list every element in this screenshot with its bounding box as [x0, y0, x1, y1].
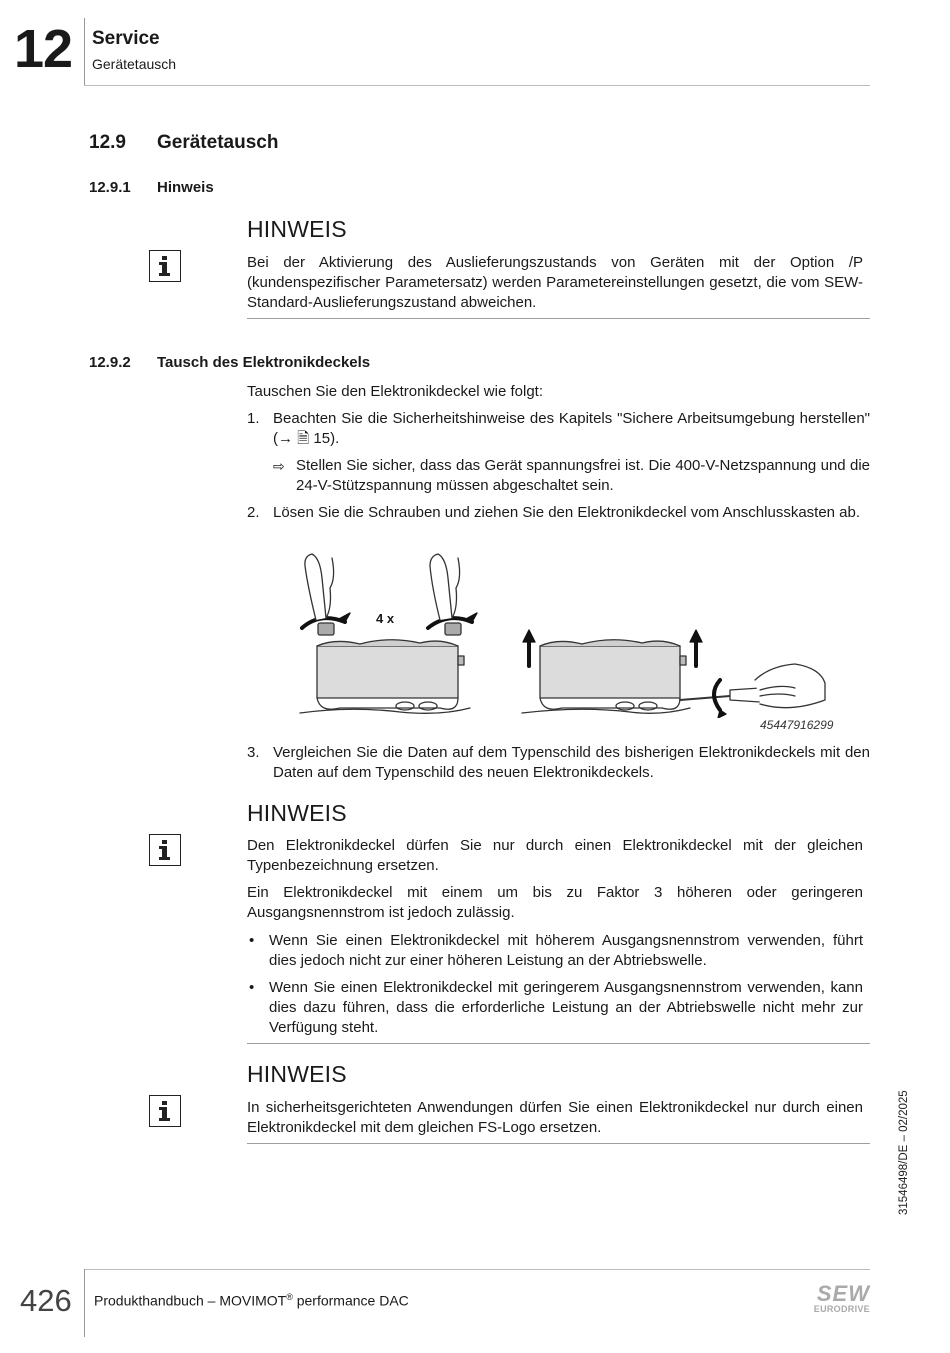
- section-number: 12.9: [89, 132, 126, 153]
- note-rule: [247, 318, 870, 319]
- info-icon: [149, 1095, 181, 1127]
- step-number: 3.: [247, 744, 260, 761]
- step-number: 1.: [247, 410, 260, 427]
- step-text: Vergleichen Sie die Daten auf dem Typenschild des bisherigen Elektronikdeckels mit den Daten auf dem Typenschild des neuen Elektronikdeckels.: [273, 744, 870, 781]
- info-icon: [149, 250, 181, 282]
- note-text: Den Elektronikdeckel dürfen Sie nur durch einen Elektronikdeckel mit der gleichen Typenbezeichnung ersetzen.: [247, 837, 863, 874]
- note-title: HINWEIS: [247, 1061, 347, 1087]
- info-icon: [149, 834, 181, 866]
- subsection-number: 12.9.2: [89, 354, 131, 371]
- header-rule: [84, 85, 870, 86]
- bullet-mark: •: [249, 932, 255, 949]
- footer-text: Produkthandbuch – MOVIMOT® performance DAC: [94, 1292, 409, 1309]
- note-title: HINWEIS: [247, 216, 347, 242]
- note-text: In sicherheitsgerichteten Anwendungen dürfen Sie einen Elektronikdeckel nur durch einen Elektronikdeckel mit dem gleichen FS-Logo ersetzen.: [247, 1099, 863, 1136]
- intro-text: Tauschen Sie den Elektronikdeckel wie folgt:: [247, 383, 544, 400]
- bullet-text: Wenn Sie einen Elektronikdeckel mit höherem Ausgangsnennstrom verwenden, führt dies jedoch nicht zur einer höheren Leistung an der Abtriebswelle.: [269, 932, 863, 969]
- document-id: 31546498/DE – 02/2025: [898, 1090, 910, 1215]
- result-arrow-icon: ⇨: [273, 458, 285, 474]
- note-title: HINWEIS: [247, 800, 347, 826]
- note-rule: [247, 1043, 870, 1044]
- footer-divider: [84, 1269, 85, 1337]
- sew-eurodrive-logo: SEW EURODRIVE: [813, 1281, 870, 1314]
- note-rule: [247, 1143, 870, 1144]
- chapter-number: 12: [14, 19, 73, 79]
- step-text: Beachten Sie die Sicherheitshinweise des Kapitels "Sichere Arbeitsumgebung herstellen" (→ 🗎 15).: [273, 410, 870, 447]
- figure-id: 45447916299: [760, 718, 834, 732]
- step-text: Lösen Sie die Schrauben und ziehen Sie den Elektronikdeckel vom Anschlusskasten ab.: [273, 504, 861, 521]
- subsection-title: Hinweis: [157, 179, 214, 196]
- footer-rule: [84, 1269, 870, 1270]
- note-text: Bei der Aktivierung des Auslieferungszustands von Geräten mit der Option /P (kundenspezifischer Parametersatz) werden Parametereinstellungen gesetzt, die vom SEW-Standard-Auslieferungszustand abweichen.: [247, 254, 863, 311]
- step-number: 2.: [247, 504, 260, 521]
- header-divider: [84, 18, 85, 86]
- bullet-mark: •: [249, 979, 255, 996]
- header-title: Service: [92, 28, 160, 49]
- result-text: Stellen Sie sicher, dass das Gerät spannungsfrei ist. Die 400-V-Netzspannung und die 24-V-Stützspannung müssen abgeschaltet sein.: [296, 457, 870, 494]
- note-text: Ein Elektronikdeckel mit einem um bis zu Faktor 3 höheren oder geringeren Ausgangsnennstrom ist jedoch zulässig.: [247, 884, 863, 921]
- removal-illustration: [290, 548, 870, 738]
- figure-label: 4 x: [376, 611, 395, 626]
- section-title: Gerätetausch: [157, 132, 279, 153]
- header-subtitle: Gerätetausch: [92, 56, 177, 72]
- page-number: 426: [20, 1283, 72, 1318]
- subsection-number: 12.9.1: [89, 179, 131, 196]
- bullet-text: Wenn Sie einen Elektronikdeckel mit geringerem Ausgangsnennstrom verwenden, kann dies dazu führen, dass die erforderliche Leistung an der Abtriebswelle nicht mehr zur Verfügung steht.: [269, 979, 863, 1036]
- subsection-title: Tausch des Elektronikdeckels: [157, 354, 371, 371]
